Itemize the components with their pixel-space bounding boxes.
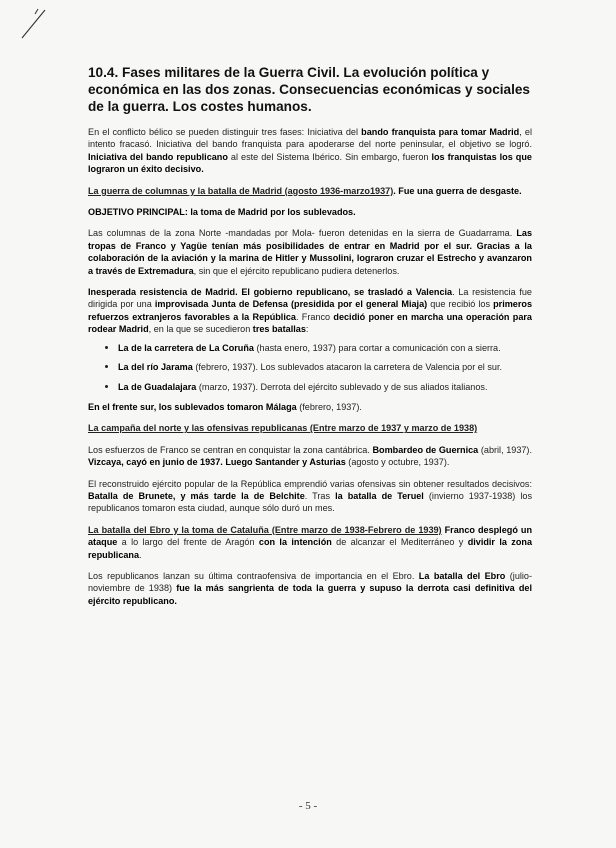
- columns-paragraph: Las columnas de la zona Norte -mandadas por Mola- fueron detenidas en la sierra de Guadarrama. Las tropas de Franco y Yagüe tenían más posibilidades de entrar en Madrid por el sur. Gracias a la colaboración de la aviación y la marina de Hitler y Mussolini, lograron cruzar el Estrecho y avanzaron a través de Extremadura, sin que el ejército republicano pudiera detenerlos.: [88, 228, 532, 276]
- battles-list: [88, 342, 532, 393]
- section-heading-columnas: La guerra de columnas y la batalla de Madrid (agosto 1936-marzo1937). Fue una guerra de desgaste.: [88, 185, 522, 196]
- intro-paragraph: En el conflicto bélico se pueden distinguir tres fases: Iniciativa del bando franquista para tomar Madrid, el intento fracasó. Iniciativa del bando franquista para apoderarse del norte peninsular, el objetivo se logró. Iniciativa del bando republicano al este del Sistema Ibérico. Sin embargo, fueron los franquistas los que lograron un éxito decisivo.: [88, 127, 532, 175]
- document-body: [88, 64, 532, 616]
- resistance-paragraph: Inesperada resistencia de Madrid. El gobierno republicano, se trasladó a Valencia. La resistencia fue dirigida por una improvisada Junta de Defensa (presidida por el general Miaja) que recibió los primeros refuerzos extranjeros favorables a la República. Franco decidió poner en marcha una operación para rodear Madrid, en la que se sucedieron tres batallas:: [88, 287, 533, 335]
- objective-paragraph: OBJETIVO PRINCIPAL: la toma de Madrid por los sublevados.: [88, 207, 356, 218]
- page-number: - 5 -: [298, 800, 318, 812]
- section-heading-norte: [88, 422, 532, 434]
- heading-batalla-ebro: La batalla del Ebro y la toma de Cataluña (Entre marzo de 1938-Febrero de 1939): [88, 524, 442, 535]
- pen-mark-decoration: [18, 8, 48, 42]
- document-title: 10.4. Fases militares de la Guerra Civil. La evolución política y económica en las dos zonas. Consecuencias económicas y sociales de la guerra. Los costes humanos.: [88, 65, 530, 114]
- heading-campana-norte: La campaña del norte y las ofensivas republicanas (Entre marzo de 1937 y marzo de 1938): [88, 423, 478, 434]
- heading-columnas-madrid: La guerra de columnas y la batalla de Madrid (agosto 1936-marzo1937): [88, 185, 394, 196]
- south-front-paragraph: En el frente sur, los sublevados tomaron Málaga (febrero, 1937).: [88, 401, 362, 412]
- republic-paragraph: El reconstruido ejército popular de la República emprendió varias ofensivas sin obtener resultados decisivos: Batalla de Brunete, y más tarde la de Belchite. Tras la batalla de Teruel (invierno 1937-1938) los republicanos tomaron esta ciudad, aunque sólo duró un mes.: [88, 478, 532, 514]
- ebro-heading-paragraph: La batalla del Ebro y la toma de Cataluña (Entre marzo de 1938-Febrero de 1939) Franco desplegó un ataque a lo largo del frente de Aragón con la intención de alcanzar el Mediterráneo y dividir la zona republicana.: [88, 524, 532, 560]
- ebro-paragraph: Los republicanos lanzan su última contraofensiva de importancia en el Ebro. La batalla del Ebro (julio-noviembre de 1938) fue la más sangrienta de toda la guerra y supuso la derrota casi definitiva del ejército republicano.: [88, 570, 533, 606]
- north-paragraph: Los esfuerzos de Franco se centran en conquistar la zona cantábrica. Bombardeo de Guernica (abril, 1937). Vizcaya, cayó en junio de 1937. Luego Santander y Asturias (agosto y octubre, 1937).: [88, 444, 532, 468]
- list-item: • La de la carretera de La Coruña (hasta enero, 1937) para cortar a comunicación con a sierra.: [118, 342, 532, 354]
- list-item: • La del río Jarama (febrero, 1937). Los sublevados atacaron la carretera de Valencia por el sur.: [118, 361, 532, 373]
- list-item: • La de Guadalajara (marzo, 1937). Derrota del ejército sublevado y de sus aliados italianos.: [118, 381, 532, 393]
